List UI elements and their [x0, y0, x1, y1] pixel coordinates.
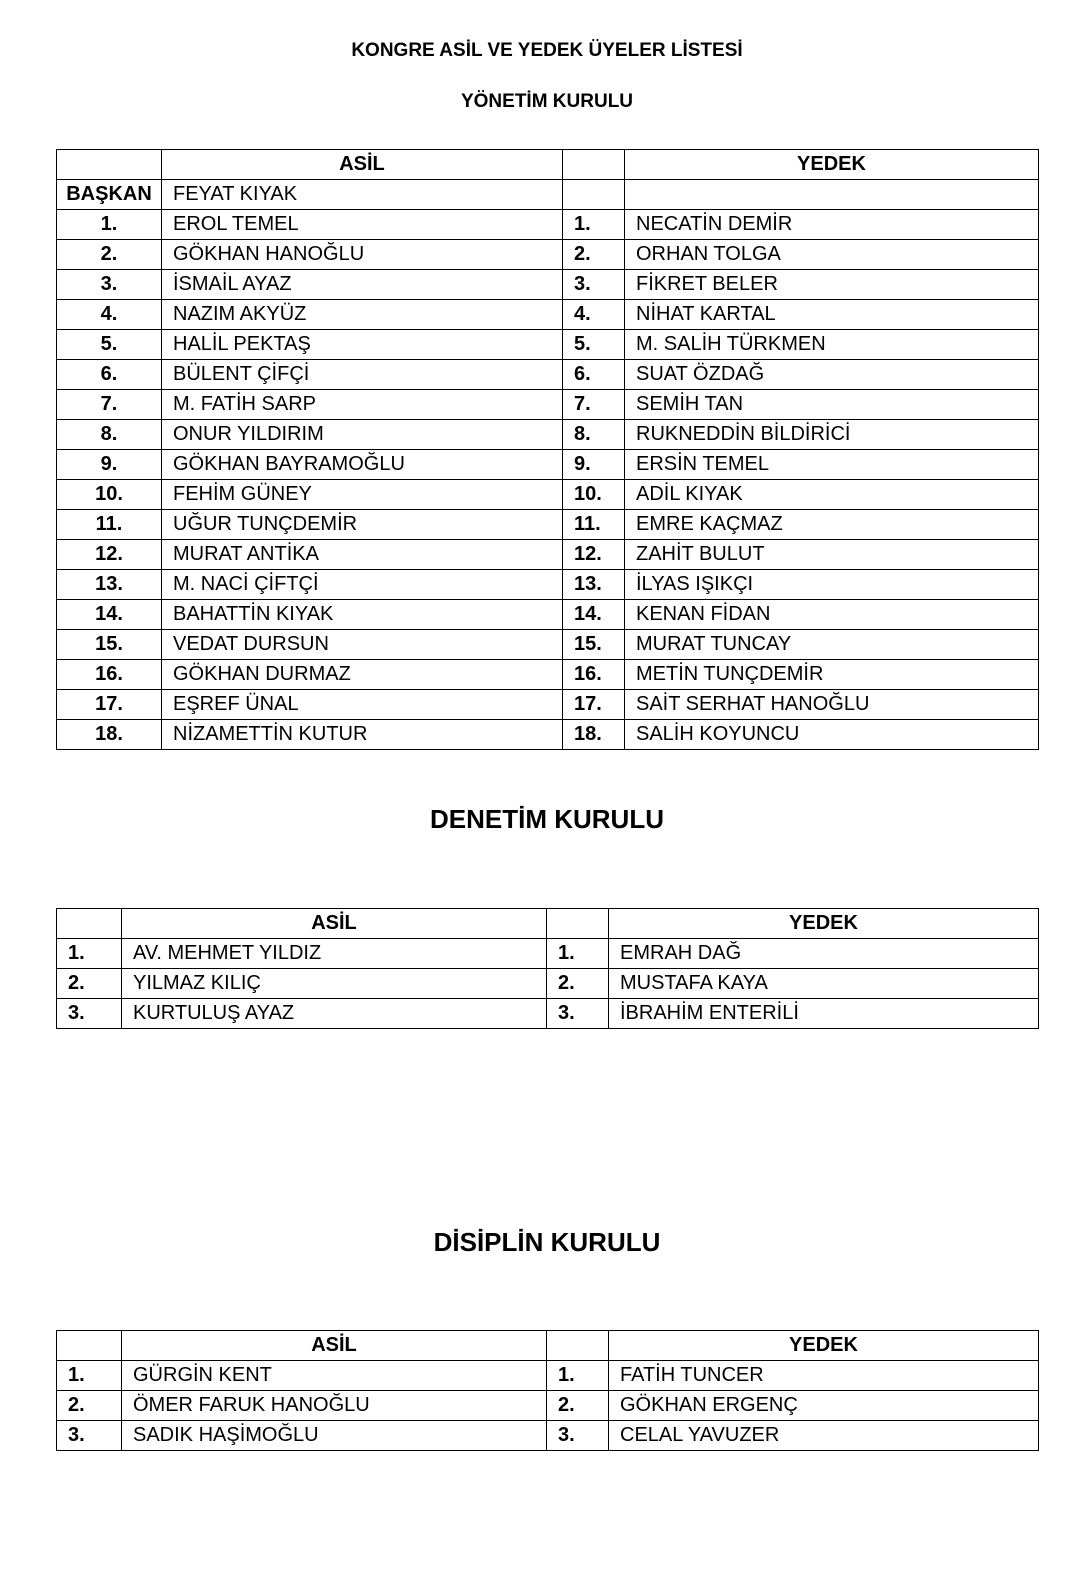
asil-name: FEHİM GÜNEY [162, 480, 563, 510]
asil-number: 1. [57, 1361, 122, 1391]
table-row [57, 939, 1039, 969]
yedek-number: 4. [563, 300, 625, 330]
yedek-number: 5. [563, 330, 625, 360]
asil-number: 2. [57, 240, 162, 270]
asil-name: UĞUR TUNÇDEMİR [162, 510, 563, 540]
yedek-name: FATİH TUNCER [609, 1361, 1039, 1391]
asil-number: 18. [57, 720, 162, 750]
table-header-row [57, 909, 1039, 939]
asil-number: 15. [57, 630, 162, 660]
denetim-title: DENETİM KURULU [430, 804, 664, 834]
asil-number: 9. [57, 450, 162, 480]
yedek-number: 2. [547, 969, 609, 999]
yedek-header: YEDEK [609, 1331, 1039, 1361]
asil-name: YILMAZ KILIÇ [122, 969, 547, 999]
yedek-name: SALİH KOYUNCU [625, 720, 1039, 750]
yedek-header: YEDEK [625, 150, 1039, 180]
asil-name: GÜRGİN KENT [122, 1361, 547, 1391]
header-blank-cell [57, 1331, 122, 1361]
table-row [57, 210, 1039, 240]
document-title: KONGRE ASİL VE YEDEK ÜYELER LİSTESİ [351, 40, 743, 61]
asil-name: M. NACİ ÇİFTÇİ [162, 570, 563, 600]
table-row [57, 390, 1039, 420]
yedek-name: FİKRET BELER [625, 270, 1039, 300]
asil-name: NAZIM AKYÜZ [162, 300, 563, 330]
yedek-header: YEDEK [609, 909, 1039, 939]
header-blank-cell [57, 150, 162, 180]
yedek-number: 3. [547, 999, 609, 1029]
asil-number: 5. [57, 330, 162, 360]
table-row [57, 330, 1039, 360]
disiplin-title: DİSİPLİN KURULU [433, 1227, 661, 1257]
yedek-name: EMRE KAÇMAZ [625, 510, 1039, 540]
asil-number: 4. [57, 300, 162, 330]
yedek-number: 2. [563, 240, 625, 270]
asil-number: 17. [57, 690, 162, 720]
blank-cell [625, 180, 1039, 210]
yedek-name: ERSİN TEMEL [625, 450, 1039, 480]
yedek-name: İLYAS IŞIKÇI [625, 570, 1039, 600]
asil-number: 1. [57, 210, 162, 240]
yedek-number: 3. [563, 270, 625, 300]
yedek-name: ZAHİT BULUT [625, 540, 1039, 570]
yedek-number: 13. [563, 570, 625, 600]
blank-cell [563, 180, 625, 210]
yedek-name: M. SALİH TÜRKMEN [625, 330, 1039, 360]
asil-number: 14. [57, 600, 162, 630]
yedek-number: 3. [547, 1421, 609, 1451]
yedek-number: 1. [563, 210, 625, 240]
yedek-number: 1. [547, 1361, 609, 1391]
table-row [57, 660, 1039, 690]
yedek-name: NİHAT KARTAL [625, 300, 1039, 330]
asil-number: 13. [57, 570, 162, 600]
yedek-name: NECATİN DEMİR [625, 210, 1039, 240]
yonetim-title: YÖNETİM KURULU [460, 91, 634, 112]
asil-number: 16. [57, 660, 162, 690]
president-label: BAŞKAN [57, 180, 162, 210]
table-row [57, 600, 1039, 630]
asil-number: 10. [57, 480, 162, 510]
asil-name: GÖKHAN BAYRAMOĞLU [162, 450, 563, 480]
president-row [57, 180, 1039, 210]
yedek-number: 11. [563, 510, 625, 540]
table-header-row [57, 150, 1039, 180]
asil-name: GÖKHAN HANOĞLU [162, 240, 563, 270]
denetim-table [56, 908, 1039, 1029]
header-blank-cell [547, 909, 609, 939]
yedek-number: 1. [547, 939, 609, 969]
asil-number: 8. [57, 420, 162, 450]
yedek-name: RUKNEDDİN BİLDİRİCİ [625, 420, 1039, 450]
yedek-name: MUSTAFA KAYA [609, 969, 1039, 999]
asil-number: 3. [57, 1421, 122, 1451]
table-row [57, 540, 1039, 570]
asil-header: ASİL [162, 150, 563, 180]
yedek-number: 6. [563, 360, 625, 390]
yedek-number: 7. [563, 390, 625, 420]
asil-name: NİZAMETTİN KUTUR [162, 720, 563, 750]
asil-number: 1. [57, 939, 122, 969]
asil-number: 12. [57, 540, 162, 570]
table-row [57, 570, 1039, 600]
asil-name: ÖMER FARUK HANOĞLU [122, 1391, 547, 1421]
table-row [57, 1361, 1039, 1391]
asil-name: MURAT ANTİKA [162, 540, 563, 570]
asil-number: 2. [57, 969, 122, 999]
table-row [57, 1421, 1039, 1451]
asil-name: EROL TEMEL [162, 210, 563, 240]
asil-name: KURTULUŞ AYAZ [122, 999, 547, 1029]
yedek-number: 12. [563, 540, 625, 570]
asil-name: VEDAT DURSUN [162, 630, 563, 660]
table-row [57, 690, 1039, 720]
table-row [57, 300, 1039, 330]
asil-name: M. FATİH SARP [162, 390, 563, 420]
disiplin-table [56, 1330, 1039, 1451]
asil-name: BÜLENT ÇİFÇİ [162, 360, 563, 390]
yedek-number: 9. [563, 450, 625, 480]
table-row [57, 480, 1039, 510]
asil-number: 3. [57, 999, 122, 1029]
asil-name: BAHATTİN KIYAK [162, 600, 563, 630]
header-blank-cell [57, 909, 122, 939]
yedek-number: 8. [563, 420, 625, 450]
table-row [57, 999, 1039, 1029]
yedek-number: 16. [563, 660, 625, 690]
yedek-number: 15. [563, 630, 625, 660]
yedek-name: METİN TUNÇDEMİR [625, 660, 1039, 690]
table-row [57, 510, 1039, 540]
yedek-name: MURAT TUNCAY [625, 630, 1039, 660]
yedek-number: 18. [563, 720, 625, 750]
table-row [57, 420, 1039, 450]
asil-name: EŞREF ÜNAL [162, 690, 563, 720]
asil-header: ASİL [122, 1331, 547, 1361]
asil-number: 2. [57, 1391, 122, 1421]
yedek-number: 2. [547, 1391, 609, 1421]
asil-name: HALİL PEKTAŞ [162, 330, 563, 360]
yedek-number: 17. [563, 690, 625, 720]
asil-name: SADIK HAŞİMOĞLU [122, 1421, 547, 1451]
president-name: FEYAT KIYAK [162, 180, 563, 210]
yedek-name: SUAT ÖZDAĞ [625, 360, 1039, 390]
yedek-name: KENAN FİDAN [625, 600, 1039, 630]
asil-name: AV. MEHMET YILDIZ [122, 939, 547, 969]
asil-number: 6. [57, 360, 162, 390]
header-blank-cell [563, 150, 625, 180]
table-row [57, 240, 1039, 270]
asil-number: 11. [57, 510, 162, 540]
header-blank-cell [547, 1331, 609, 1361]
asil-name: GÖKHAN DURMAZ [162, 660, 563, 690]
yonetim-table [56, 149, 1039, 750]
yedek-name: İBRAHİM ENTERİLİ [609, 999, 1039, 1029]
yedek-name: SAİT SERHAT HANOĞLU [625, 690, 1039, 720]
asil-header: ASİL [122, 909, 547, 939]
table-row [57, 720, 1039, 750]
table-row [57, 450, 1039, 480]
yedek-name: SEMİH TAN [625, 390, 1039, 420]
asil-name: ONUR YILDIRIM [162, 420, 563, 450]
yedek-name: ORHAN TOLGA [625, 240, 1039, 270]
asil-name: İSMAİL AYAZ [162, 270, 563, 300]
table-header-row [57, 1331, 1039, 1361]
asil-number: 3. [57, 270, 162, 300]
yedek-name: EMRAH DAĞ [609, 939, 1039, 969]
table-row [57, 969, 1039, 999]
table-row [57, 1391, 1039, 1421]
yedek-number: 14. [563, 600, 625, 630]
yedek-name: CELAL YAVUZER [609, 1421, 1039, 1451]
yedek-name: ADİL KIYAK [625, 480, 1039, 510]
table-row [57, 270, 1039, 300]
yedek-number: 10. [563, 480, 625, 510]
asil-number: 7. [57, 390, 162, 420]
table-row [57, 360, 1039, 390]
table-row [57, 630, 1039, 660]
yedek-name: GÖKHAN ERGENÇ [609, 1391, 1039, 1421]
